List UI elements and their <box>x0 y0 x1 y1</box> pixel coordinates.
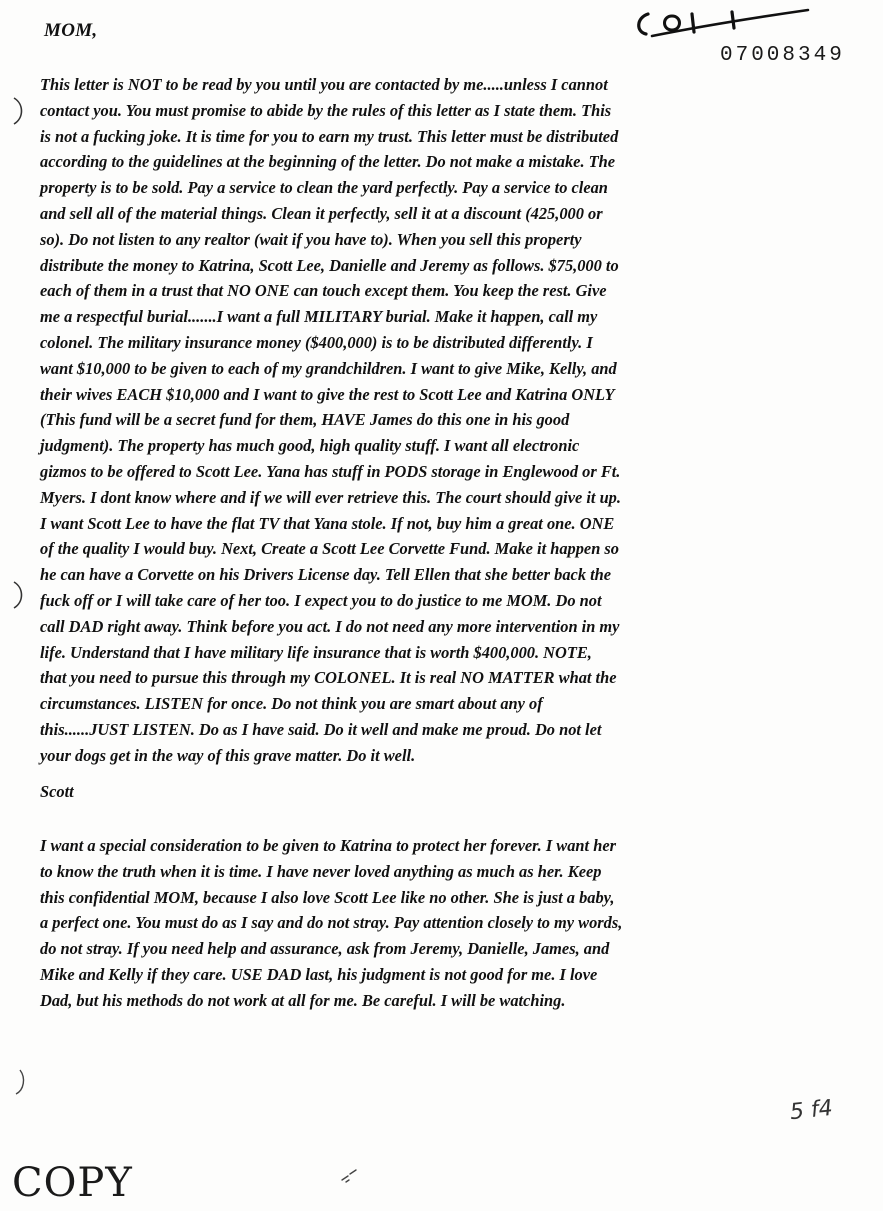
letter-line: want $10,000 to be given to each of my grandchildren. I want to give Mike, Kelly, and <box>40 358 617 378</box>
letter-line: contact you. You must promise to abide by the rules of this letter as I state them. This <box>40 100 612 120</box>
letter-line: distribute the money to Katrina, Scott Lee, Danielle and Jeremy as follows. $75,000 to <box>40 255 619 275</box>
postscript <box>40 833 840 1014</box>
letter-line: and sell all of the material things. Clean it perfectly, sell it at a discount (425,000 or <box>40 203 603 223</box>
left-bracket-mark <box>10 580 26 610</box>
letter-line: your dogs get in the way of this grave matter. Do it well. <box>40 745 416 765</box>
page-note: 5 f4 <box>788 1095 834 1126</box>
signature: Scott <box>40 782 74 801</box>
letter-line: gizmos to be offered to Scott Lee. Yana has stuff in PODS storage in Englewood or Ft. <box>40 461 621 481</box>
letter-line: Myers. I dont know where and if we will ever retrieve this. The court should give it up. <box>40 487 621 507</box>
letter-line: fuck off or I will take care of her too. I expect you to do justice to me MOM. Do not <box>40 590 602 610</box>
letter-line: This letter is NOT to be read by you until you are contacted by me.....unless I cannot <box>40 75 608 94</box>
speck-mark <box>340 1168 360 1184</box>
left-bracket-mark <box>10 96 26 126</box>
document-number: 07008349 <box>720 44 845 67</box>
letter-line: their wives EACH $10,000 and I want to give the rest to Scott Lee and Katrina ONLY <box>40 384 615 404</box>
postscript-line: Mike and Kelly if they care. USE DAD last, his judgment is not good for me. I love <box>40 964 598 984</box>
letter-line: call DAD right away. Think before you act. I do not need any more intervention in my <box>40 616 620 636</box>
letter-line: according to the guidelines at the beginning of the letter. Do not make a mistake. The <box>40 152 616 172</box>
letter-line: he can have a Corvette on his Drivers License day. Tell Ellen that she better back the <box>40 565 612 585</box>
letter-line: is not a fucking joke. It is time for you to earn my trust. This letter must be distributed <box>40 126 619 146</box>
postscript-line: do not stray. If you need help and assurance, ask from Jeremy, Danielle, James, and <box>40 939 610 959</box>
letter-line: judgment). The property has much good, high quality stuff. I want all electronic <box>40 436 580 456</box>
letter-line: life. Understand that I have military life insurance that is worth $400,000. NOTE, <box>40 642 592 662</box>
letter-line: property is to be sold. Pay a service to clean the yard perfectly. Pay a service to clean <box>40 178 608 198</box>
postscript-line: I want a special consideration to be given to Katrina to protect her forever. I want her <box>40 836 616 855</box>
postscript-line: this confidential MOM, because I also love Scott Lee like no other. She is just a baby, <box>40 887 615 907</box>
letter-line: (This fund will be a secret fund for them, HAVE James do this one in his good <box>40 410 570 430</box>
letter-line: this......JUST LISTEN. Do as I have said. Do it well and make me proud. Do not let <box>40 719 602 739</box>
postscript-line: a perfect one. You must do as I say and do not stray. Pay attention closely to my words, <box>40 913 623 933</box>
letter-line: me a respectful burial.......I want a full MILITARY burial. Make it happen, call my <box>40 307 598 327</box>
letter-body <box>40 72 840 769</box>
letter-line: that you need to pursue this through my COLONEL. It is real NO MATTER what the <box>40 668 617 688</box>
handwritten-mark <box>632 4 812 44</box>
postscript-line: to know the truth when it is time. I have never loved anything as much as her. Keep <box>40 861 602 881</box>
postscript-line: Dad, but his methods do not work at all for me. Be careful. I will be watching. <box>40 990 566 1010</box>
letter-line: each of them in a trust that NO ONE can touch except them. You keep the rest. Give <box>40 281 607 301</box>
letter-line: of the quality I would buy. Next, Create a Scott Lee Corvette Fund. Make it happen so <box>40 539 619 559</box>
copy-stamp: COPY <box>12 1160 133 1206</box>
letter-line: colonel. The military insurance money ($400,000) is to be distributed differently. I <box>40 332 593 352</box>
left-bracket-mark <box>12 1068 28 1098</box>
letter-line: circumstances. LISTEN for once. Do not think you are smart about any of <box>40 694 543 714</box>
letter-line: so). Do not listen to any realtor (wait if you have to). When you sell this property <box>40 229 582 249</box>
salutation: MOM, <box>44 20 98 41</box>
letter-line: I want Scott Lee to have the flat TV that Yana stole. If not, buy him a great one. ONE <box>40 513 615 533</box>
